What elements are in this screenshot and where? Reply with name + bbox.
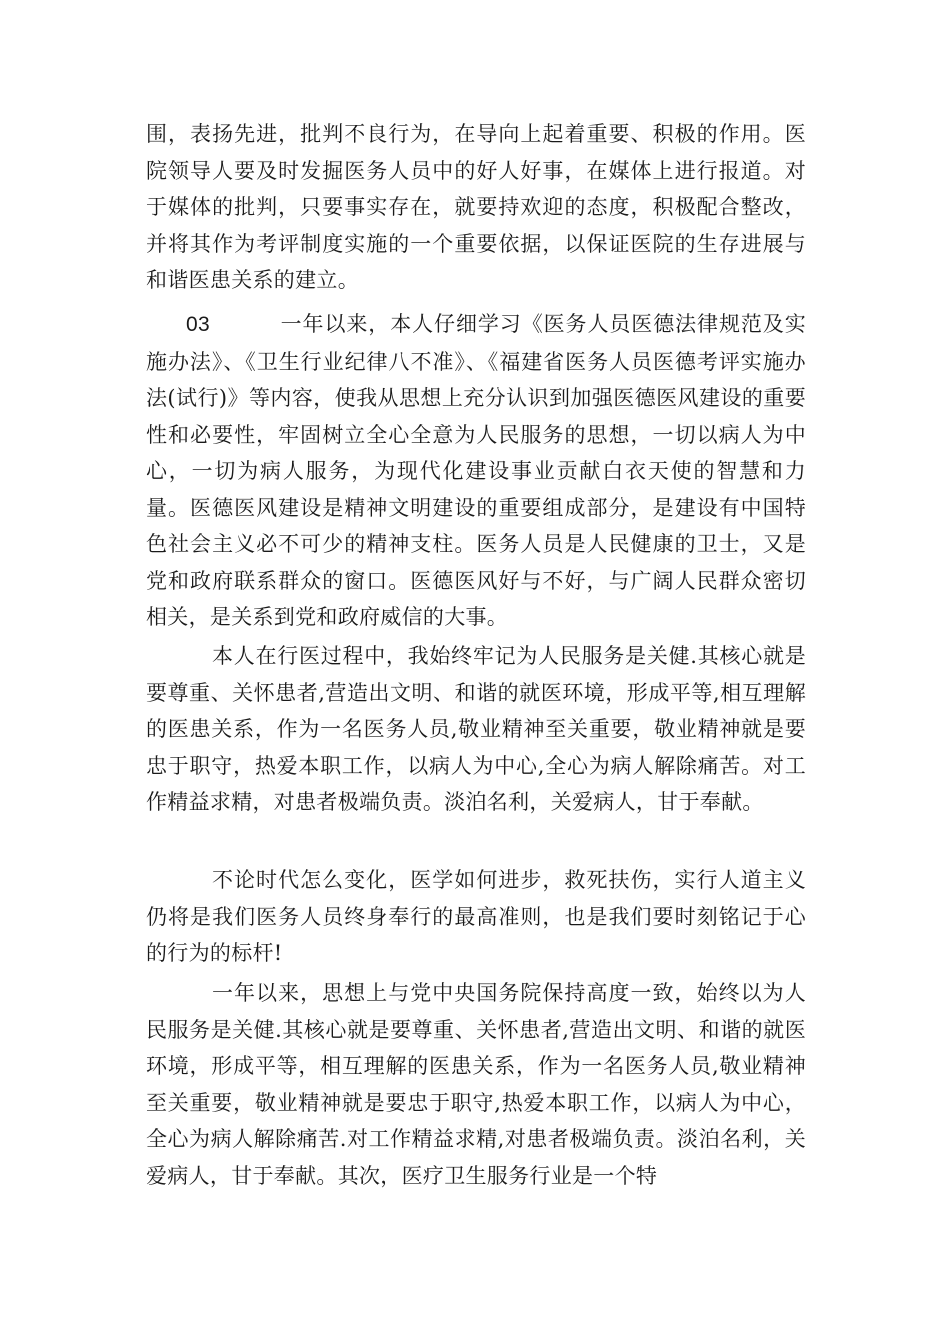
paragraph-continuation	[146, 116, 806, 299]
paragraph-text: 不论时代怎么变化，医学如何进步，救死扶伤，实行人道主义仍将是我们医务人员终身奉行的最高准则，也是我们要时刻铭记于心的行为的标杆!	[146, 868, 806, 965]
paragraph-principle	[146, 862, 806, 972]
paragraph-03	[146, 306, 806, 636]
paragraph-practice	[146, 638, 806, 821]
paragraph-text: 围，表扬先进，批判不良行为，在导向上起着重要、积极的作用。医院领导人要及时发掘医务人员中的好人好事，在媒体上进行报道。对于媒体的批判，只要事实存在，就要持欢迎的态度，积极配合整改，并将其作为考评制度实施的一个重要依据，以保证医院的生存进展与和谐医患关系的建立。	[146, 122, 806, 292]
paragraph-text: 一年以来，思想上与党中央国务院保持高度一致，始终以为人民服务是关健.其核心就是要尊重、关怀患者,营造出文明、和谐的就医环境，形成平等，相互理解的医患关系，作为一名医务人员,敬业精神至关重要，敬业精神就是要忠于职守,热爱本职工作，以病人为中心，全心为病人解除痛苦.对工作精益求精,对患者极端负责。淡泊名利，关爱病人，甘于奉献。其次，医疗卫生服务行业是一个特	[146, 981, 806, 1188]
paragraph-summary	[146, 975, 806, 1194]
paragraph-text: 本人在行医过程中，我始终牢记为人民服务是关健.其核心就是要尊重、关怀患者,营造出文明、和谐的就医环境，形成平等,相互理解的医患关系，作为一名医务人员,敬业精神至关重要，敬业精神就是要忠于职守，热爱本职工作，以病人为中心,全心为病人解除痛苦。对工作精益求精，对患者极端负责。淡泊名利，关爱病人，甘于奉献。	[146, 644, 806, 814]
paragraph-number: 03	[186, 313, 210, 336]
paragraph-text: 一年以来，本人仔细学习《医务人员医德法律规范及实施办法》、《卫生行业纪律八不准》、《福建省医务人员医德考评实施办法(试行)》等内容，使我从思想上充分认识到加强医德医风建设的重要性和必要性，牢固树立全心全意为人民服务的思想，一切以病人为中心，一切为病人服务，为现代化建设事业贡献白衣天使的智慧和力量。医德医风建设是精神文明建设的重要组成部分，是建设有中国特色社会主义必不可少的精神支柱。医务人员是人民健康的卫士，又是党和政府联系群众的窗口。医德医风好与不好，与广阔人民群众密切相关，是关系到党和政府威信的大事。	[146, 312, 806, 629]
